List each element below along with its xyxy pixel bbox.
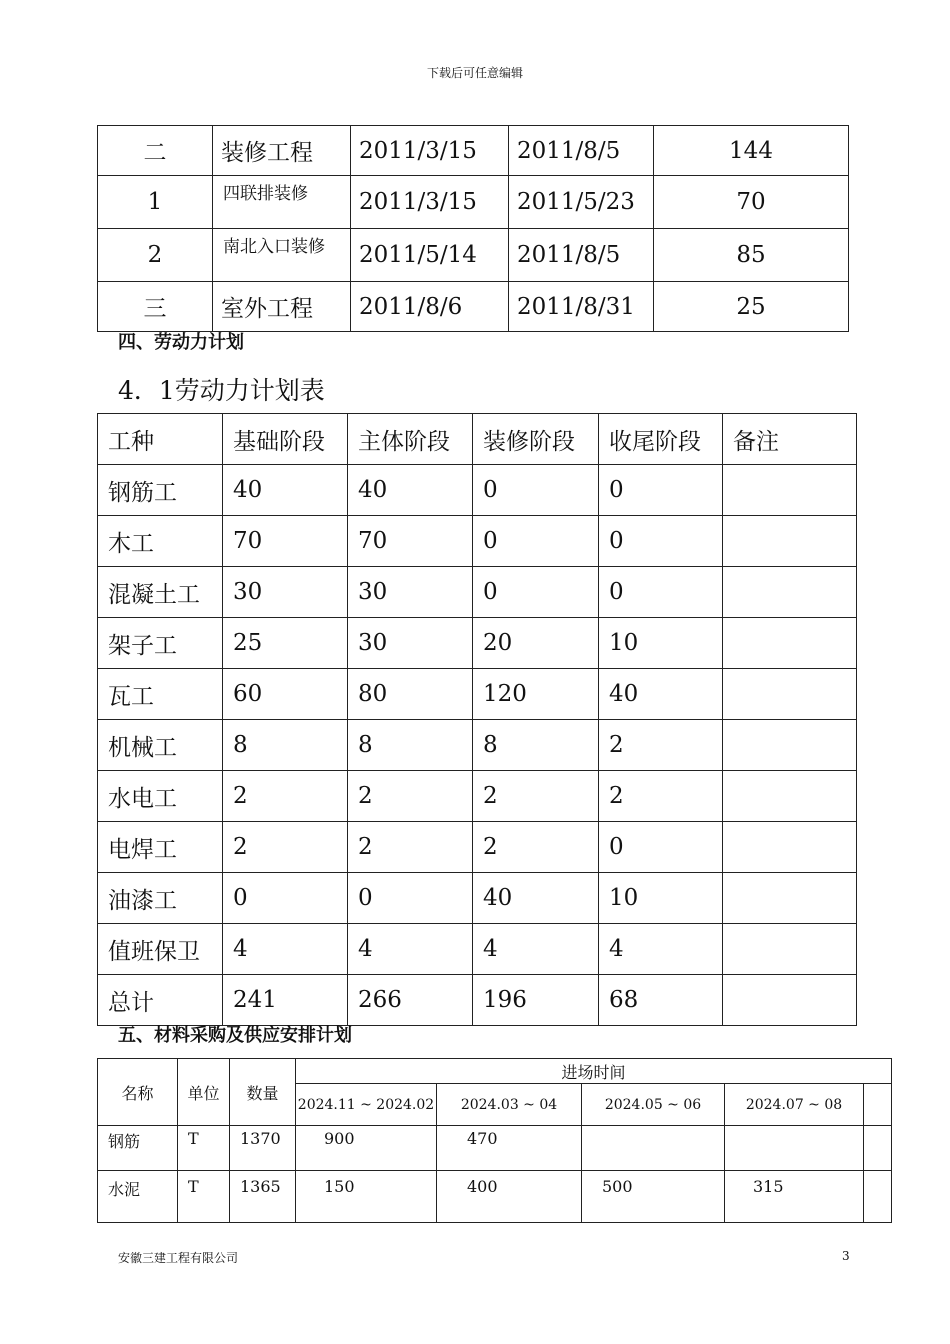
end-date: 2011/8/31 <box>509 282 654 332</box>
table-row <box>98 229 849 282</box>
schedule-table <box>97 125 849 332</box>
period-quantity: 470 <box>437 1126 582 1171</box>
table-cell: 8 <box>223 720 348 771</box>
table-row <box>98 1059 892 1084</box>
period-quantity <box>582 1126 725 1171</box>
trade-name: 总计 <box>98 975 223 1026</box>
material-name: 水泥 <box>98 1171 178 1223</box>
table-cell <box>723 465 857 516</box>
table-cell: 120 <box>473 669 599 720</box>
table-cell: 25 <box>223 618 348 669</box>
table-cell <box>723 975 857 1026</box>
table-header-row <box>98 414 857 465</box>
period-header: 2024.03 ~ 04 <box>437 1084 582 1126</box>
start-date: 2011/3/15 <box>351 176 509 229</box>
table-row <box>98 516 857 567</box>
column-header: 装修阶段 <box>473 414 599 465</box>
table-row <box>98 176 849 229</box>
table-cell: 40 <box>599 669 723 720</box>
table-row <box>98 924 857 975</box>
table-cell: 0 <box>473 516 599 567</box>
table-cell <box>723 669 857 720</box>
table-cell: 0 <box>599 465 723 516</box>
table-row <box>98 618 857 669</box>
trade-name: 电焊工 <box>98 822 223 873</box>
empty-cell <box>864 1084 892 1126</box>
table-cell: 0 <box>348 873 473 924</box>
table-cell: 0 <box>599 822 723 873</box>
trade-name: 瓦工 <box>98 669 223 720</box>
table-row <box>98 975 857 1026</box>
table-cell <box>723 567 857 618</box>
duration-days: 85 <box>654 229 849 282</box>
table-cell <box>723 924 857 975</box>
table-cell <box>723 720 857 771</box>
table-cell <box>723 873 857 924</box>
table-cell: 2 <box>223 822 348 873</box>
table-row <box>98 126 849 176</box>
material-quantity: 1365 <box>230 1171 296 1223</box>
table-row <box>98 669 857 720</box>
table-cell: 70 <box>223 516 348 567</box>
table-cell: 30 <box>223 567 348 618</box>
period-quantity: 900 <box>296 1126 437 1171</box>
table-row <box>98 1126 892 1171</box>
table-cell: 8 <box>348 720 473 771</box>
trade-name: 机械工 <box>98 720 223 771</box>
material-plan-table <box>97 1058 892 1223</box>
duration-days: 144 <box>654 126 849 176</box>
table-cell: 20 <box>473 618 599 669</box>
table-cell: 4 <box>223 924 348 975</box>
table-row <box>98 465 857 516</box>
labor-table-title: 4．1劳动力计划表 <box>118 376 325 405</box>
table-row <box>98 720 857 771</box>
table-row <box>98 771 857 822</box>
table-cell: 80 <box>348 669 473 720</box>
item-name: 四联排装修 <box>213 176 351 229</box>
item-name: 室外工程 <box>213 282 351 332</box>
trade-name: 油漆工 <box>98 873 223 924</box>
footer-company: 安徽三建工程有限公司 <box>118 1251 239 1265</box>
table-cell: 30 <box>348 567 473 618</box>
item-name: 装修工程 <box>213 126 351 176</box>
end-date: 2011/8/5 <box>509 126 654 176</box>
period-quantity: 315 <box>725 1171 864 1223</box>
page-number: 3 <box>842 1249 850 1263</box>
table-cell: 2 <box>348 771 473 822</box>
table-cell: 8 <box>473 720 599 771</box>
item-number: 三 <box>98 282 213 332</box>
table-cell: 0 <box>599 516 723 567</box>
column-header: 基础阶段 <box>223 414 348 465</box>
col-header-name: 名称 <box>98 1059 178 1126</box>
table-cell: 2 <box>348 822 473 873</box>
item-number: 1 <box>98 176 213 229</box>
duration-days: 25 <box>654 282 849 332</box>
col-header-quantity: 数量 <box>230 1059 296 1126</box>
item-number: 二 <box>98 126 213 176</box>
table-row <box>98 1171 892 1223</box>
empty-cell <box>864 1171 892 1223</box>
period-quantity: 150 <box>296 1171 437 1223</box>
trade-name: 水电工 <box>98 771 223 822</box>
table-cell: 68 <box>599 975 723 1026</box>
table-cell: 0 <box>599 567 723 618</box>
table-cell: 10 <box>599 618 723 669</box>
trade-name: 木工 <box>98 516 223 567</box>
section-4-heading: 四、劳动力计划 <box>118 332 244 353</box>
col-header-arrival-time: 进场时间 <box>296 1059 892 1084</box>
item-number: 2 <box>98 229 213 282</box>
table-cell: 4 <box>348 924 473 975</box>
table-cell: 2 <box>599 720 723 771</box>
material-unit: T <box>178 1126 230 1171</box>
table-cell: 40 <box>473 873 599 924</box>
duration-days: 70 <box>654 176 849 229</box>
table-cell <box>723 516 857 567</box>
period-header: 2024.11 ~ 2024.02 <box>296 1084 437 1126</box>
col-header-unit: 单位 <box>178 1059 230 1126</box>
table-cell: 2 <box>599 771 723 822</box>
material-name: 钢筋 <box>98 1126 178 1171</box>
table-cell: 2 <box>223 771 348 822</box>
table-cell: 4 <box>473 924 599 975</box>
trade-name: 架子工 <box>98 618 223 669</box>
period-header: 2024.07 ~ 08 <box>725 1084 864 1126</box>
table-cell: 196 <box>473 975 599 1026</box>
page-header: 下载后可任意编辑 <box>426 66 523 80</box>
table-cell: 2 <box>473 822 599 873</box>
material-quantity: 1370 <box>230 1126 296 1171</box>
table-cell <box>723 771 857 822</box>
period-header: 2024.05 ~ 06 <box>582 1084 725 1126</box>
table-cell: 10 <box>599 873 723 924</box>
end-date: 2011/5/23 <box>509 176 654 229</box>
end-date: 2011/8/5 <box>509 229 654 282</box>
table-cell <box>723 822 857 873</box>
trade-name: 钢筋工 <box>98 465 223 516</box>
table-cell: 266 <box>348 975 473 1026</box>
table-cell: 0 <box>473 567 599 618</box>
table-cell: 0 <box>473 465 599 516</box>
trade-name: 值班保卫 <box>98 924 223 975</box>
column-header: 工种 <box>98 414 223 465</box>
period-quantity: 500 <box>582 1171 725 1223</box>
trade-name: 混凝土工 <box>98 567 223 618</box>
table-cell: 40 <box>223 465 348 516</box>
start-date: 2011/8/6 <box>351 282 509 332</box>
table-cell: 2 <box>473 771 599 822</box>
labor-plan-table <box>97 413 857 1026</box>
table-cell: 0 <box>223 873 348 924</box>
table-row <box>98 873 857 924</box>
table-row <box>98 567 857 618</box>
table-cell: 70 <box>348 516 473 567</box>
start-date: 2011/5/14 <box>351 229 509 282</box>
start-date: 2011/3/15 <box>351 126 509 176</box>
period-quantity <box>725 1126 864 1171</box>
table-cell: 60 <box>223 669 348 720</box>
period-quantity: 400 <box>437 1171 582 1223</box>
table-row <box>98 822 857 873</box>
table-cell: 241 <box>223 975 348 1026</box>
table-cell: 40 <box>348 465 473 516</box>
column-header: 备注 <box>723 414 857 465</box>
item-name: 南北入口装修 <box>213 229 351 282</box>
table-cell <box>723 618 857 669</box>
material-unit: T <box>178 1171 230 1223</box>
table-cell: 30 <box>348 618 473 669</box>
column-header: 收尾阶段 <box>599 414 723 465</box>
table-row <box>98 282 849 332</box>
column-header: 主体阶段 <box>348 414 473 465</box>
table-cell: 4 <box>599 924 723 975</box>
empty-cell <box>864 1126 892 1171</box>
section-5-heading: 五、材料采购及供应安排计划 <box>118 1025 352 1046</box>
